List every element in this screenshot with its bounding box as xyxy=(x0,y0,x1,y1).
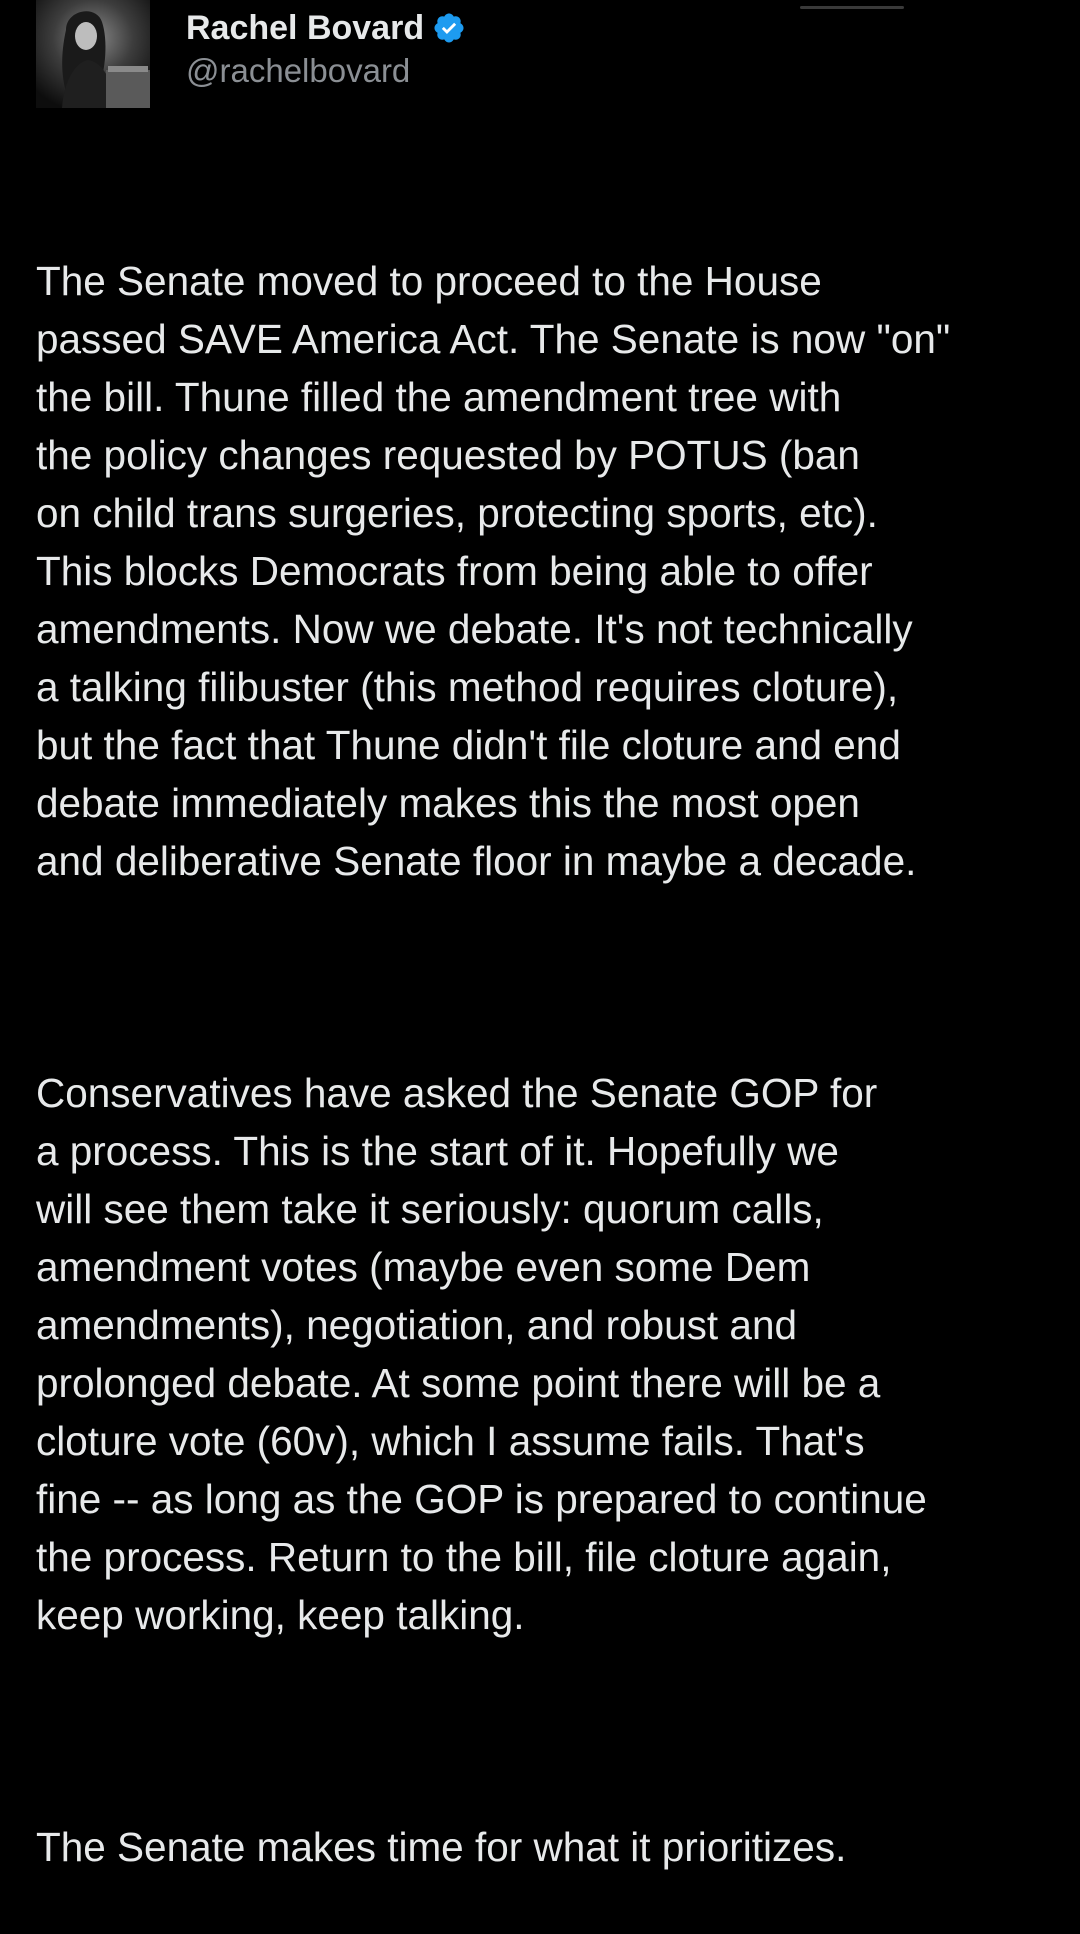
tweet-header xyxy=(36,0,1046,120)
tweet-paragraph: Conservatives have asked the Senate GOP for a process. This is the start of it. Hopefully we will see them take it seriously: quorum calls, amendment votes (maybe even some Dem amendments), negotiation, and robust and prolonged debate. At some point there will be a cloture vote (60v), which I assume fails. That's fine -- as long as the GOP is prepared to continue the process. Return to the bill, file cloture again, keep working, keep talking. xyxy=(36,1070,927,1638)
name-row xyxy=(186,8,466,48)
author-info xyxy=(186,8,466,90)
tweet-paragraph: The Senate makes time for what it prioritizes. xyxy=(36,1824,847,1870)
author-handle[interactable]: @rachelbovard xyxy=(186,52,411,89)
author-display-name[interactable]: Rachel Bovard xyxy=(186,8,425,47)
verified-badge-icon[interactable] xyxy=(432,11,466,45)
avatar-photo-icon xyxy=(36,0,150,108)
tweet-text xyxy=(36,136,1046,1934)
tweet-paragraph: The Senate moved to proceed to the House passed SAVE America Act. The Senate is now "on" the bill. Thune filled the amendment tree with the policy changes requested by POTUS (ban on child trans surgeries, protecting sports, etc). This blocks Democrats from being able to offer amendments. Now we debate. It's not technically a talking filibuster (this method requires cloture), but the fact that Thune didn't file cloture and end debate immediately makes this the most open and deliberative Senate floor in maybe a decade. xyxy=(36,258,951,884)
avatar[interactable] xyxy=(36,0,150,108)
